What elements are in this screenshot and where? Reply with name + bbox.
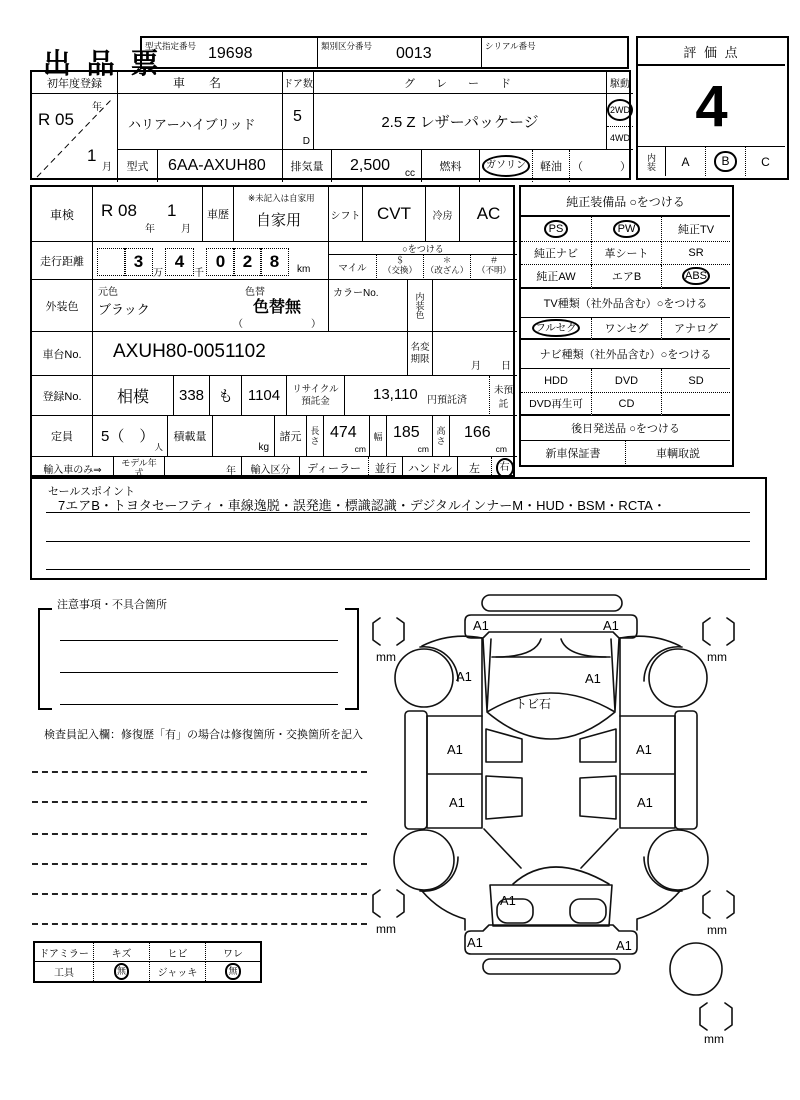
score-label: 評 価 点 bbox=[638, 38, 785, 66]
length-value: 474 bbox=[330, 424, 357, 441]
drive-2wd-cell bbox=[607, 94, 633, 127]
exterior-color-label: 外装色 bbox=[32, 280, 93, 332]
doors-label: ドア数 bbox=[283, 72, 314, 94]
grade-label: グ レ ー ド bbox=[314, 72, 607, 94]
equipment-box bbox=[519, 185, 734, 467]
navi-dvd: DVD bbox=[591, 369, 661, 393]
sales-line-3 bbox=[46, 569, 750, 570]
write-line-2 bbox=[32, 801, 367, 803]
bracket-tl-close bbox=[397, 618, 404, 645]
name-change-cell bbox=[433, 332, 517, 376]
recycle-label: リサイクル預託金 bbox=[287, 376, 345, 416]
mileage-digit-2: 3 bbox=[124, 248, 153, 276]
acc-jack-none-mark: 無 bbox=[225, 963, 240, 979]
mileage-man: 万 bbox=[153, 268, 163, 279]
equip-abs bbox=[661, 265, 730, 289]
model-code-label: 型式 bbox=[118, 150, 158, 182]
car-damage-diagram bbox=[370, 588, 790, 1043]
car-name-cell bbox=[118, 94, 283, 150]
mileage-unknown bbox=[470, 255, 517, 280]
recycle-alt: 未預託 bbox=[489, 376, 517, 416]
serial-number-label: シリアル番号 bbox=[485, 41, 536, 51]
mileage-exchange bbox=[376, 255, 423, 280]
mark-front-bumper-right: A1 bbox=[603, 618, 619, 633]
accessories-table bbox=[33, 941, 262, 983]
spare-tire bbox=[670, 943, 722, 995]
model-year-cell bbox=[165, 457, 242, 479]
rear-bumper bbox=[465, 925, 637, 954]
interior-grade-b-mark: B bbox=[714, 151, 736, 171]
mark-door-front-left: A1 bbox=[447, 742, 463, 757]
shaken-month: 1 bbox=[167, 201, 177, 220]
doors-value: 5 bbox=[293, 108, 302, 125]
model-designation-cell bbox=[142, 38, 318, 67]
tamper-symbol: ＊ bbox=[442, 255, 452, 265]
chassis-no-value: AXUH80-0051102 bbox=[113, 341, 266, 362]
history-note: ※未記入は自家用 bbox=[248, 193, 315, 203]
color-no-label: カラーNo. bbox=[333, 288, 379, 299]
notes-line-2 bbox=[60, 672, 338, 673]
sales-point-box bbox=[30, 477, 767, 580]
page-title: 出 品 票 bbox=[43, 48, 163, 79]
history-label: 車歴 bbox=[203, 187, 234, 242]
navi-sd: SD bbox=[661, 369, 730, 393]
interior-color-label: 内装色 bbox=[414, 292, 425, 319]
bracket-tr-open bbox=[703, 618, 710, 645]
sales-point-label: セールスポイント bbox=[48, 486, 136, 498]
reg-number: 1104 bbox=[242, 376, 287, 416]
interior-grade-a: A bbox=[666, 146, 706, 176]
fuel-gasoline-mark: ガソリン bbox=[482, 155, 530, 177]
navi-hdd: HDD bbox=[521, 369, 591, 393]
equip-aw: 純正AW bbox=[521, 265, 591, 289]
shaken-month-unit: 月 bbox=[181, 224, 191, 235]
unit-tl: mm bbox=[376, 650, 396, 664]
doors-left bbox=[427, 716, 482, 828]
rear-corner-left bbox=[422, 891, 465, 930]
wheel-front-right bbox=[649, 649, 707, 707]
width-unit: cm bbox=[417, 444, 429, 454]
doors-cell bbox=[283, 94, 314, 150]
detail-table bbox=[30, 185, 515, 477]
handle-right-mark: 右 bbox=[496, 458, 514, 478]
mileage-digit-4: 0 bbox=[206, 248, 235, 276]
c-pillar-right bbox=[581, 829, 618, 868]
equip-ps-mark: PS bbox=[544, 220, 569, 239]
later-warranty: 新車保証書 bbox=[545, 447, 601, 460]
interior-grade-b bbox=[706, 146, 746, 176]
write-line-1 bbox=[32, 771, 367, 773]
rear-corner-right bbox=[637, 891, 680, 930]
equip-navi: 純正ナビ bbox=[521, 242, 591, 265]
mileage-sen: 千 bbox=[194, 268, 204, 279]
height-label: 高さ bbox=[433, 416, 450, 457]
notes-line-3 bbox=[60, 704, 338, 705]
class-number-cell bbox=[318, 38, 482, 67]
c-pillar-left bbox=[484, 829, 521, 868]
first-reg-value: R 05 bbox=[38, 110, 74, 129]
paren-close: ） bbox=[620, 161, 631, 173]
unit-tr: mm bbox=[707, 650, 727, 664]
name-change-month-day: 月 日 bbox=[471, 361, 511, 372]
length-label: 長さ bbox=[307, 416, 324, 457]
notes-bracket-left bbox=[38, 608, 52, 710]
acc-crack: ヒビ bbox=[149, 943, 205, 962]
acc-break: ワレ bbox=[205, 943, 260, 962]
acc-tools: 工具 bbox=[54, 968, 74, 979]
displacement-unit: cc bbox=[405, 168, 415, 179]
shaken-year-unit: 年 bbox=[145, 224, 155, 235]
equip-abs-mark: ABS bbox=[682, 267, 710, 286]
mileage-digit-6: 8 bbox=[260, 248, 289, 276]
ac-value: AC bbox=[460, 187, 517, 242]
drive-2wd-mark: 2WD bbox=[607, 99, 633, 121]
front-lip bbox=[482, 595, 622, 611]
interior-grade-label bbox=[638, 146, 666, 176]
capacity-label: 定員 bbox=[32, 416, 93, 457]
recycle-cell bbox=[345, 376, 489, 416]
mileage-cell bbox=[93, 242, 329, 280]
sill-right bbox=[675, 711, 697, 829]
import-type-label: 輸入区分 bbox=[242, 457, 300, 479]
notes-label: 注意事項・不具合箇所 bbox=[57, 599, 167, 611]
handle-label: ハンドル bbox=[403, 457, 458, 479]
mileage-label: 走行距離 bbox=[32, 242, 93, 280]
acc-jack: ジャッキ bbox=[149, 962, 205, 981]
bracket-tl-open bbox=[373, 618, 380, 645]
equip-pw bbox=[591, 217, 661, 242]
history-cell bbox=[234, 187, 329, 242]
shift-label: シフト bbox=[329, 187, 363, 242]
chassis-no-cell bbox=[93, 332, 408, 376]
equip-airbag: エアB bbox=[591, 265, 661, 289]
sales-line-2 bbox=[46, 541, 750, 542]
height-cell bbox=[450, 416, 517, 457]
unit-spare: mm bbox=[704, 1032, 724, 1043]
history-value: 自家用 bbox=[256, 212, 302, 229]
import-only-label: 輸入車のみ⇒ bbox=[32, 457, 114, 479]
mileage-mark-header: ○をつける bbox=[329, 242, 517, 255]
mark-front-fender-left: A1 bbox=[456, 669, 472, 684]
dim-label: 諸元 bbox=[275, 416, 307, 457]
shaken-value: R 08 bbox=[101, 201, 137, 220]
car-name-label: 車 名 bbox=[118, 72, 283, 94]
write-line-4 bbox=[32, 863, 367, 865]
mileage-unit: km bbox=[297, 264, 311, 275]
length-unit: cm bbox=[354, 444, 366, 454]
equip-ps bbox=[521, 217, 591, 242]
write-line-3 bbox=[32, 833, 367, 835]
chassis-no-label: 車台No. bbox=[32, 332, 93, 376]
first-reg-month-unit: 月 bbox=[102, 162, 112, 173]
bracket-spare-open bbox=[700, 1003, 707, 1030]
drive-4wd-cell: 4WD bbox=[607, 127, 633, 150]
mark-rear-bumper-left: A1 bbox=[467, 935, 483, 950]
tv-analog: アナログ bbox=[661, 318, 730, 340]
navi-blank bbox=[661, 393, 730, 416]
name-change-label: 名変期限 bbox=[408, 332, 433, 376]
color-change-paren-open: （ bbox=[233, 319, 243, 330]
reg-area: 相模 bbox=[93, 376, 174, 416]
first-reg-year-unit: 年 bbox=[92, 102, 102, 113]
shaken-label: 車検 bbox=[32, 187, 93, 242]
bracket-br-open bbox=[703, 891, 710, 918]
unit-br: mm bbox=[707, 923, 727, 937]
ac-label: 冷房 bbox=[426, 187, 460, 242]
model-code-value: 6AA-AXUH80 bbox=[168, 157, 266, 174]
rear-window bbox=[513, 867, 609, 884]
mark-door-front-right: A1 bbox=[636, 742, 652, 757]
serial-number-cell bbox=[482, 38, 628, 67]
first-reg-month: 1 bbox=[87, 146, 97, 165]
first-reg-cell bbox=[32, 94, 118, 182]
navi-type-header: ナビ種類（社外品含む）○をつける bbox=[521, 340, 730, 369]
tail-lamp-right bbox=[570, 899, 606, 923]
equip-tv: 純正TV bbox=[661, 217, 730, 242]
displacement-value: 2,500 bbox=[350, 157, 391, 174]
rear-lip bbox=[483, 959, 620, 974]
inspector-note: 検査員記入欄：修復歴「有」の場合は修復箇所・交換箇所を記入 bbox=[44, 729, 363, 741]
shaken-cell bbox=[93, 187, 203, 242]
width-cell bbox=[387, 416, 433, 457]
width-value: 185 bbox=[393, 424, 420, 441]
a-pillar-right bbox=[611, 639, 619, 711]
mark-front-bumper-left: A1 bbox=[473, 618, 489, 633]
window-front-right bbox=[580, 729, 616, 762]
mileage-digit-1 bbox=[97, 248, 126, 276]
fuel-diesel-cell: 軽油 bbox=[533, 150, 570, 182]
wheel-rear-left bbox=[394, 830, 454, 890]
model-designation-label: 型式指定番号 bbox=[145, 41, 197, 51]
equip-sr: SR bbox=[661, 242, 730, 265]
interior-color-label-cell bbox=[408, 280, 433, 332]
unknown-symbol: ＃ bbox=[489, 255, 499, 265]
length-cell bbox=[324, 416, 370, 457]
doors-unit: D bbox=[302, 136, 310, 147]
mileage-digit-5: 2 bbox=[233, 248, 262, 276]
car-name-value: ハリアーハイブリッド bbox=[128, 117, 256, 132]
tamper-label: （改ざん） bbox=[425, 265, 469, 276]
interior-grade-label-text: 内装 bbox=[646, 152, 656, 171]
paren-open: （ bbox=[572, 161, 583, 173]
tv-type-header: TV種類（社外品含む）○をつける bbox=[521, 289, 730, 318]
notes-bracket-right bbox=[345, 608, 359, 710]
tv-oneseg: ワンセグ bbox=[591, 318, 661, 340]
top-info-box bbox=[140, 36, 629, 69]
exchange-symbol: ＄ bbox=[395, 255, 405, 265]
navi-dvd-play: DVD再生可 bbox=[521, 393, 591, 416]
color-change-paren-close: ） bbox=[311, 319, 321, 330]
sales-point-text: 7エアB・トヨタセーフティ・車線逸脱・誤発進・標識認識・デジタルインナーM・HUD・BSM・RCTA・ bbox=[58, 498, 666, 513]
acc-scratch: キズ bbox=[93, 943, 149, 962]
model-designation-value: 19698 bbox=[208, 45, 253, 62]
color-change-value: 色替無 bbox=[253, 299, 302, 316]
interior-grade-c: C bbox=[746, 146, 785, 176]
bracket-spare-close bbox=[725, 1003, 732, 1030]
score-box bbox=[636, 36, 789, 180]
score-value: 4 bbox=[695, 73, 728, 139]
height-value: 166 bbox=[464, 424, 491, 441]
class-number-label: 類別区分番号 bbox=[321, 41, 373, 51]
reg-class: 338 bbox=[174, 376, 210, 416]
handle-right bbox=[491, 457, 517, 479]
first-reg-label: 初年度登録 bbox=[32, 72, 118, 94]
bracket-br-close bbox=[727, 891, 734, 918]
handle-left: 左 bbox=[469, 463, 480, 475]
displacement-label: 排気量 bbox=[283, 150, 332, 182]
mark-tailgate: A1 bbox=[500, 893, 516, 908]
acc-tools-none-mark: 無 bbox=[114, 963, 129, 979]
model-year-label: モデル年式 bbox=[114, 457, 165, 479]
acc-jack-none bbox=[205, 962, 260, 981]
equipment-header: 純正装備品 ○をつける bbox=[521, 187, 730, 217]
import-dealer: ディーラー bbox=[306, 463, 362, 475]
recycle-suffix: 円預託済 bbox=[427, 395, 467, 406]
wheel-rear-right bbox=[648, 830, 708, 890]
window-rear-left bbox=[486, 776, 522, 819]
load-label: 積載量 bbox=[168, 416, 213, 457]
unit-bl: mm bbox=[376, 922, 396, 936]
load-unit: kg bbox=[258, 442, 269, 453]
model-year-unit: 年 bbox=[226, 466, 236, 477]
drive-label: 駆動 bbox=[607, 72, 633, 94]
a-pillar-left bbox=[483, 639, 491, 711]
color-change-label: 色替 bbox=[245, 287, 265, 298]
equip-pw-mark: PW bbox=[613, 220, 641, 239]
sill-left bbox=[405, 711, 427, 829]
shift-value: CVT bbox=[363, 187, 426, 242]
doors-right bbox=[620, 716, 675, 828]
reg-kana: も bbox=[210, 376, 242, 416]
tv-fullseg-mark: フルセグ bbox=[532, 319, 580, 337]
displacement-cell bbox=[332, 150, 422, 182]
window-rear-right bbox=[580, 776, 616, 819]
exterior-color-cell bbox=[93, 280, 329, 332]
width-label: 幅 bbox=[370, 416, 387, 457]
mark-door-rear-left: A1 bbox=[449, 795, 465, 810]
mileage-mile: マイル bbox=[329, 255, 376, 280]
wheel-front-left bbox=[395, 649, 453, 707]
window-front-left bbox=[486, 729, 522, 762]
capacity-unit: 人 bbox=[154, 442, 163, 452]
mileage-digit-3: 4 bbox=[165, 248, 194, 276]
equip-leather: 革シート bbox=[591, 242, 661, 265]
mark-door-rear-right: A1 bbox=[637, 795, 653, 810]
write-line-5 bbox=[32, 893, 367, 895]
later-manual: 車輌取説 bbox=[625, 441, 730, 464]
notes-line-1 bbox=[60, 640, 338, 641]
sales-line-1 bbox=[46, 512, 750, 513]
wiper-arc-left bbox=[496, 639, 541, 657]
import-parallel: 並行 bbox=[368, 457, 403, 479]
unknown-label: （不明） bbox=[476, 265, 511, 276]
bracket-bl-close bbox=[397, 890, 404, 917]
base-color-value: ブラック bbox=[98, 302, 150, 317]
write-line-6 bbox=[32, 923, 367, 925]
reg-no-label: 登録No. bbox=[32, 376, 93, 416]
fuel-paren-cell bbox=[570, 150, 633, 182]
bracket-tr-close bbox=[727, 618, 734, 645]
tv-fullseg bbox=[521, 318, 591, 340]
later-ship-header: 後日発送品 ○をつける bbox=[521, 416, 730, 441]
windshield-note: トビ石 bbox=[515, 697, 552, 711]
class-number-value: 0013 bbox=[396, 45, 432, 62]
grade-value: 2.5 Z レザーパッケージ bbox=[314, 94, 607, 150]
capacity-cell bbox=[93, 416, 168, 457]
navi-cd: CD bbox=[591, 393, 661, 416]
load-cell bbox=[213, 416, 275, 457]
acc-tools-none bbox=[93, 962, 149, 981]
exchange-label: （交換） bbox=[382, 265, 417, 276]
vehicle-table bbox=[30, 70, 631, 180]
mark-front-fender-right: A1 bbox=[585, 671, 601, 686]
height-unit: cm bbox=[495, 444, 507, 454]
base-color-label: 元色 bbox=[98, 287, 118, 298]
capacity-value: 5（ ） bbox=[101, 428, 155, 445]
acc-door-mirror: ドアミラー bbox=[35, 943, 93, 962]
recycle-value: 13,110 bbox=[373, 386, 418, 403]
bracket-bl-open bbox=[373, 890, 380, 917]
model-code-cell bbox=[158, 150, 283, 182]
fuel-gasoline-cell bbox=[480, 150, 533, 182]
fuel-label: 燃料 bbox=[422, 150, 480, 182]
mileage-tamper bbox=[423, 255, 470, 280]
color-no-cell bbox=[329, 280, 408, 332]
wiper-arc-right bbox=[561, 639, 606, 657]
interior-color-value bbox=[433, 280, 517, 332]
mark-rear-bumper-right: A1 bbox=[616, 938, 632, 953]
